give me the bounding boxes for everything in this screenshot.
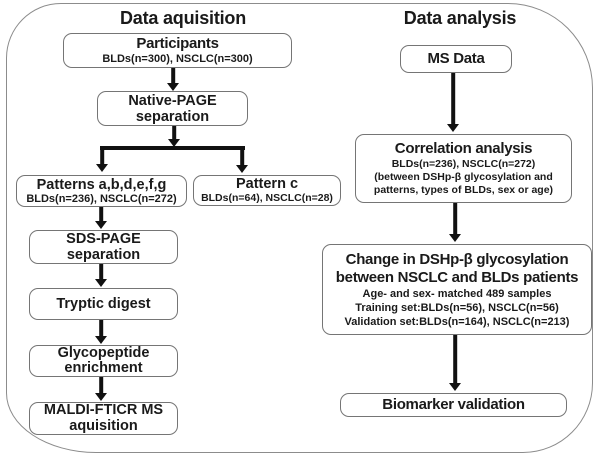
box-maldi-fticr-ms-aquisition [29, 402, 178, 435]
box-correlation-detail3: patterns, types of BLDs, sex or age) [373, 184, 554, 196]
box-sds-page-line1: SDS-PAGE [66, 231, 141, 247]
box-ms-data-title: MS Data [427, 50, 485, 67]
box-change-detail2: Training set:BLDs(n=56), NSCLC(n=56) [355, 301, 559, 314]
arrow-participants-to-native-page [166, 68, 180, 91]
box-correlation-analysis [355, 134, 572, 203]
box-sds-page-line2: separation [66, 247, 141, 263]
box-patterns-abdefg-detail: BLDs(n=236), NSCLC(n=272) [26, 192, 177, 205]
arrow-split-to-patterns-abdefg [95, 149, 109, 172]
box-native-page-separation [97, 91, 248, 126]
box-maldi-line2: aquisition [69, 417, 138, 434]
arrow-glycopeptide-to-maldi [94, 377, 108, 401]
box-patterns-abdefg [16, 175, 187, 207]
box-maldi-line1: MALDI-FTICR MS [43, 402, 164, 418]
box-participants-detail: BLDs(n=300), NSCLC(n=300) [102, 53, 253, 65]
section-title-data-analysis: Data analysis [403, 8, 517, 28]
arrow-head-icon [449, 234, 461, 242]
box-change-detail3: Validation set:BLDs(n=164), NSCLC(n=213) [344, 315, 570, 328]
box-change-detail1: Age- and sex- matched 489 samples [362, 287, 552, 300]
arrow-head-icon [95, 393, 107, 401]
arrow-head-icon [447, 124, 459, 132]
box-biomarker-title: Biomarker validation [382, 396, 525, 413]
box-glycopeptide-line2: enrichment [64, 360, 143, 376]
section-title-data-acquisition: Data aquisition [119, 8, 246, 28]
arrow-head-icon [95, 279, 107, 287]
box-glycopeptide-line1: Glycopeptide [57, 345, 150, 361]
box-tryptic-digest [29, 288, 178, 320]
arrow-change-to-biomarker [448, 335, 462, 391]
box-correlation-detail2: (between DSHp-β glycosylation and [374, 171, 553, 183]
arrow-head-icon [95, 221, 107, 229]
arrow-ms-data-to-correlation [446, 73, 460, 132]
box-change-title-line2: between NSCLC and BLDs patients [335, 268, 579, 286]
box-native-page-line2: separation [135, 108, 210, 125]
box-participants [63, 33, 292, 68]
box-pattern-c-title: Pattern c [235, 176, 299, 192]
box-tryptic-digest-title: Tryptic digest [56, 296, 151, 312]
arrow-sds-page-to-tryptic [94, 264, 108, 287]
arrow-native-page-to-split [167, 126, 181, 147]
box-ms-data [400, 45, 512, 73]
arrow-head-icon [167, 83, 179, 91]
arrow-patterns-to-sds-page [94, 207, 108, 229]
box-change-title-line1: Change in DSHp-β glycosylation [345, 250, 569, 268]
box-patterns-abdefg-title: Patterns a,b,d,e,f,g [36, 176, 167, 193]
box-correlation-detail1: BLDs(n=236), NSCLC(n=272) [391, 158, 536, 170]
box-sds-page-separation [29, 230, 178, 264]
arrow-head-icon [236, 165, 248, 173]
box-pattern-c [193, 175, 341, 206]
arrow-head-icon [95, 336, 107, 344]
box-biomarker-validation [340, 393, 567, 417]
arrow-tryptic-to-glycopeptide [94, 320, 108, 344]
box-glycopeptide-enrichment [29, 345, 178, 377]
arrow-head-icon [96, 164, 108, 172]
arrow-split-to-pattern-c [235, 149, 249, 173]
box-correlation-title: Correlation analysis [394, 140, 533, 157]
arrow-head-icon [449, 383, 461, 391]
box-participants-title: Participants [136, 35, 219, 52]
box-pattern-c-detail: BLDs(n=64), NSCLC(n=28) [201, 192, 333, 204]
box-native-page-line1: Native-PAGE [128, 92, 217, 109]
arrow-correlation-to-change [448, 203, 462, 242]
box-change-dshp-glycosylation [322, 244, 592, 335]
split-connector-bar [100, 146, 245, 150]
